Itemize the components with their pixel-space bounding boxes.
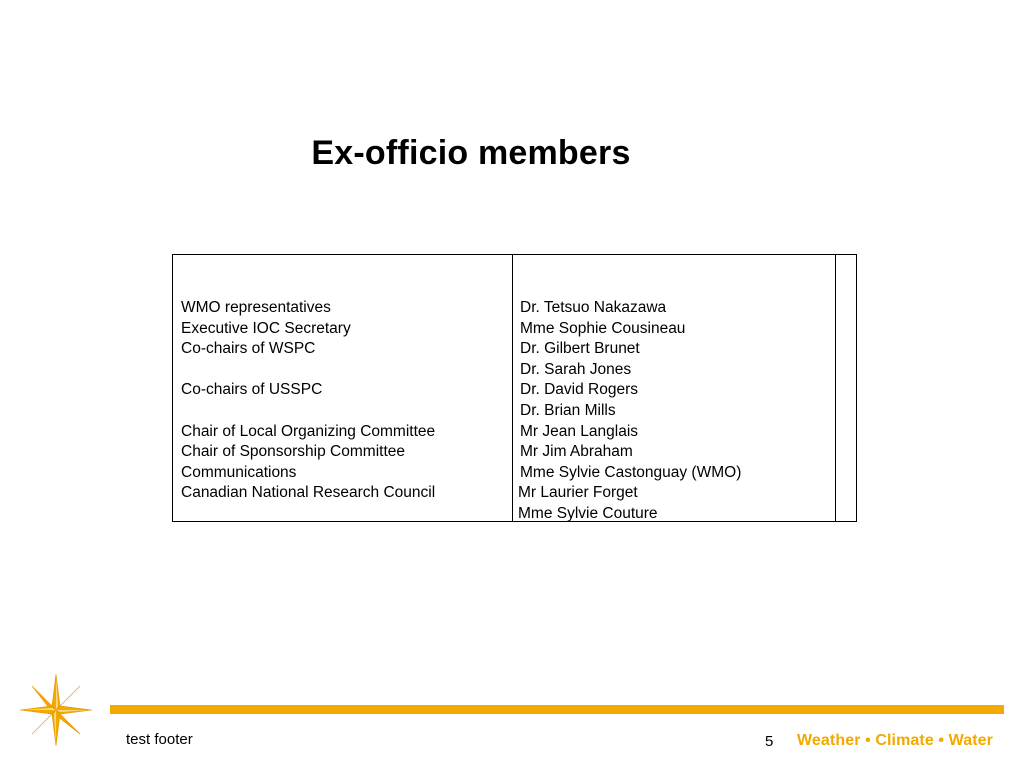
role-cell [181,360,435,381]
name-cell: Dr. Brian Mills [520,401,616,419]
name-cell: Mr Laurier Forget [518,484,638,502]
column-divider [512,255,513,521]
role-cell: Chair of Local Organizing Committee [181,422,436,440]
tagline: Weather • Climate • Water [797,732,993,749]
role-cell: Co-chairs of USSPC [181,381,323,399]
page-number: 5 [765,733,774,750]
name-cell: Mr Jim Abraham [520,443,633,461]
role-cell: Chair of Sponsorship Committee [181,443,405,461]
column-divider [835,255,836,521]
footer-text: test footer [126,731,193,748]
slide-title: Ex-officio members [311,134,631,172]
role-cell: Canadian National Research Council [181,484,436,502]
members-table [172,254,857,522]
role-cell: Co-chairs of WSPC [181,340,316,358]
name-cell: Mme Sylvie Couture [518,504,658,522]
roles-column [181,298,435,525]
name-cell: Mme Sophie Cousineau [520,319,686,337]
role-cell: WMO representatives [181,299,331,316]
name-cell: Dr. David Rogers [520,381,639,399]
name-cell: Mme Sylvie Castonguay (WMO) [520,463,742,481]
role-cell [181,401,435,422]
name-cell: Mr Jean Langlais [520,422,639,440]
names-column [520,298,741,525]
name-cell: Dr. Gilbert Brunet [520,340,640,358]
role-cell: Executive IOC Secretary [181,319,351,337]
role-cell [181,504,435,525]
name-cell: Dr. Tetsuo Nakazawa [520,299,667,316]
compass-star-icon [18,672,94,748]
name-cell: Dr. Sarah Jones [520,360,632,378]
footer-accent-bar [110,705,1004,714]
role-cell: Communications [181,463,297,481]
